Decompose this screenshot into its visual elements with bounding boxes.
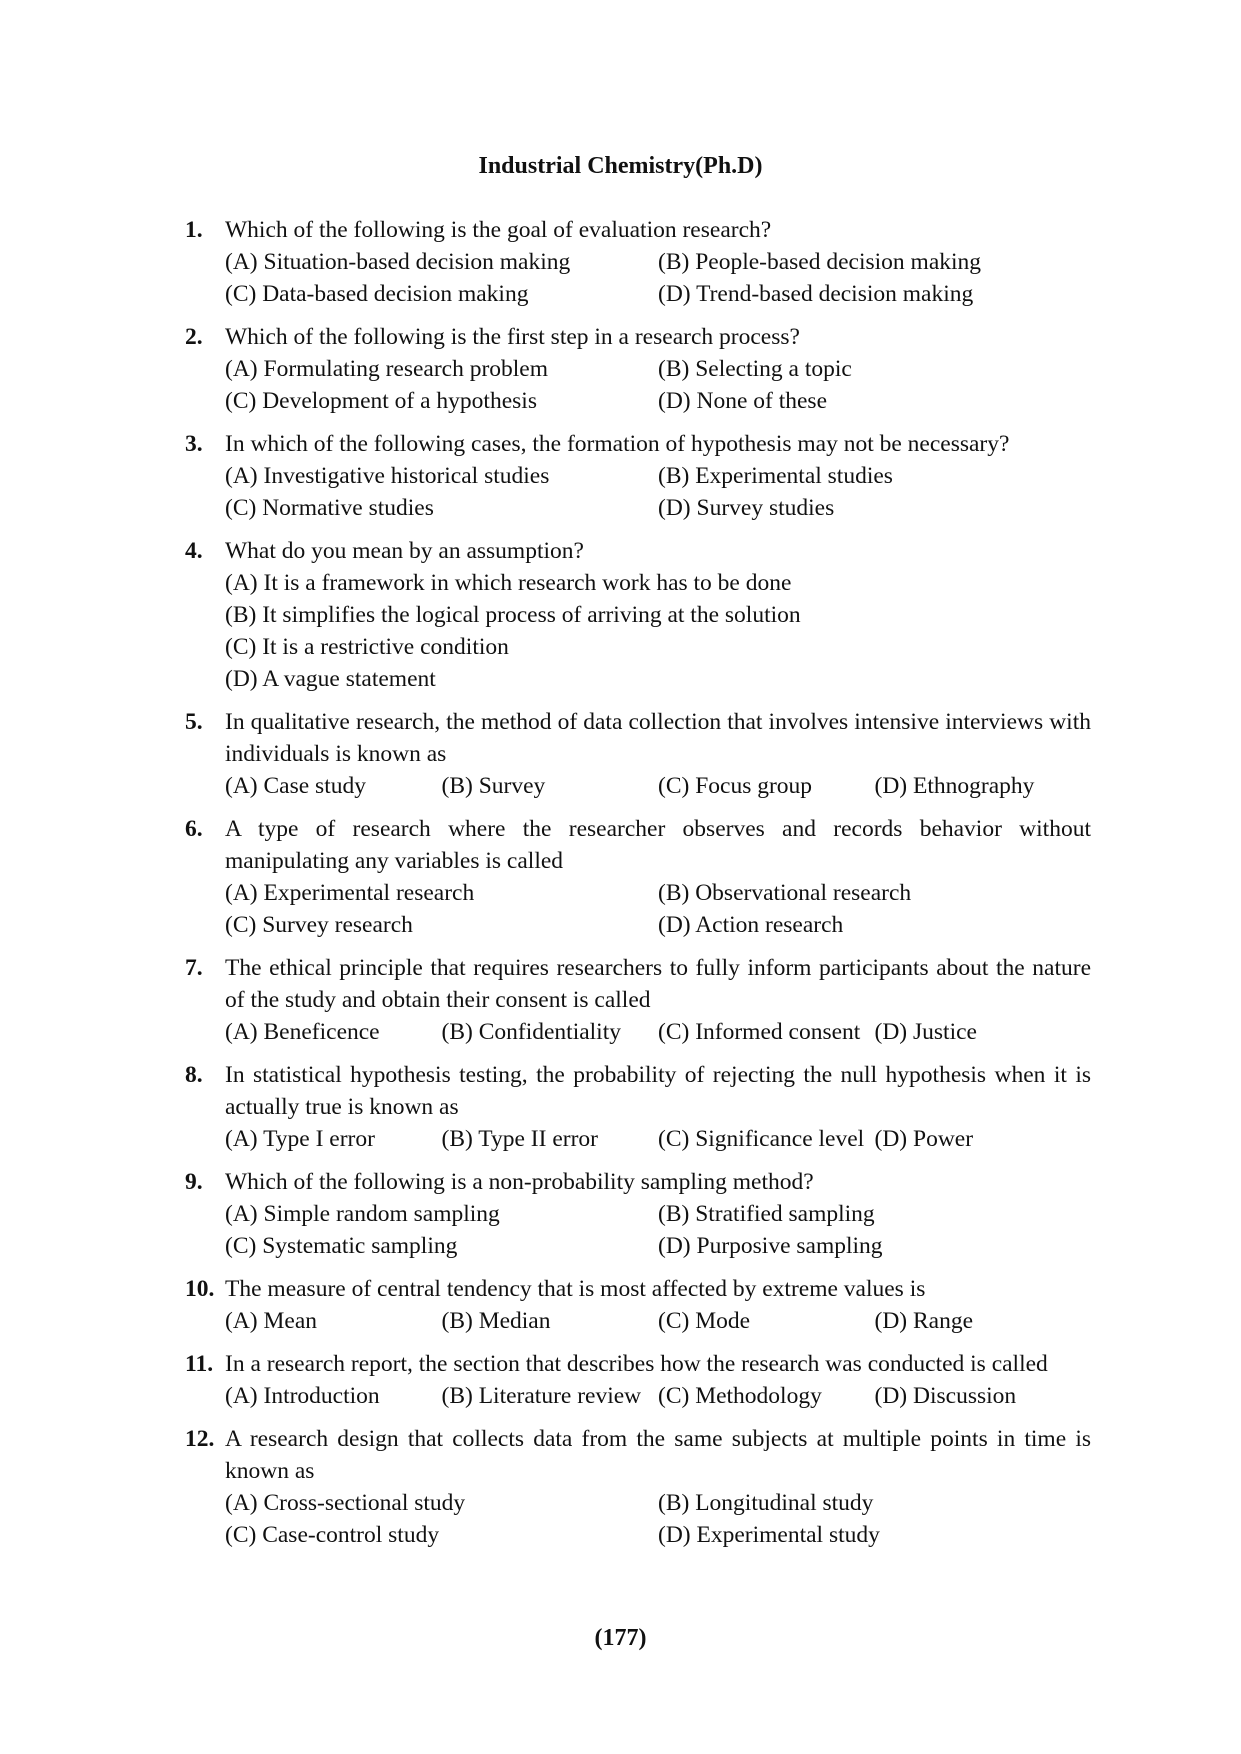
question-item (185, 952, 1091, 1048)
question-item (185, 321, 1091, 417)
answer-option: (D) Survey studies (658, 495, 835, 521)
option-group (225, 1123, 1091, 1155)
question-item (185, 1166, 1091, 1262)
answer-option: (D) Action research (658, 912, 844, 938)
answer-option: (A) Mean (225, 1308, 318, 1334)
answer-option: (B) Selecting a topic (658, 356, 852, 382)
answer-option: (D) None of these (658, 388, 828, 414)
question-number: 8. (185, 1062, 203, 1088)
question-list (185, 214, 1091, 1562)
question-text: The ethical principle that requires researchers to fully inform participants about the nature of the study and obtain their consent is called (225, 955, 1091, 1013)
answer-option: (B) Experimental studies (658, 463, 893, 489)
option-group (225, 1487, 1091, 1551)
answer-option: (A) Situation-based decision making (225, 249, 571, 275)
question-item (185, 214, 1091, 310)
question-number: 5. (185, 709, 203, 735)
question-text: Which of the following is the goal of evaluation research? (225, 217, 772, 243)
answer-option: (D) Experimental study (658, 1522, 880, 1548)
answer-option: (A) It is a framework in which research work has to be done (225, 570, 792, 596)
answer-option: (B) Stratified sampling (658, 1201, 875, 1227)
question-item (185, 428, 1091, 524)
option-group (225, 353, 1091, 417)
answer-option: (A) Formulating research problem (225, 356, 549, 382)
question-number: 1. (185, 217, 203, 243)
answer-option: (C) Development of a hypothesis (225, 388, 537, 414)
answer-option: (B) Confidentiality (441, 1019, 621, 1045)
answer-option: (C) Mode (658, 1308, 751, 1334)
question-text: In statistical hypothesis testing, the probability of rejecting the null hypothesis when it is actually true is known as (225, 1062, 1091, 1120)
option-group (225, 770, 1091, 802)
answer-option: (C) Methodology (658, 1383, 822, 1409)
answer-option: (B) People-based decision making (658, 249, 982, 275)
answer-option: (D) Discussion (874, 1383, 1017, 1409)
option-group (225, 1305, 1091, 1337)
answer-option: (B) Literature review (441, 1383, 642, 1409)
question-item (185, 813, 1091, 941)
answer-option: (A) Investigative historical studies (225, 463, 550, 489)
question-number: 3. (185, 431, 203, 457)
question-item (185, 535, 1091, 695)
question-number: 9. (185, 1169, 203, 1195)
question-item (185, 1059, 1091, 1155)
answer-option: (D) Justice (874, 1019, 977, 1045)
question-number: 11. (185, 1351, 214, 1377)
option-group (225, 460, 1091, 524)
answer-option: (D) Ethnography (874, 773, 1035, 799)
question-number: 12. (185, 1426, 215, 1452)
question-text: A research design that collects data from the same subjects at multiple points in time is known as (225, 1426, 1091, 1484)
question-text: What do you mean by an assumption? (225, 538, 584, 564)
question-text: A type of research where the researcher observes and records behavior without manipulating any variables is called (225, 816, 1091, 874)
answer-option: (B) Median (441, 1308, 551, 1334)
answer-option: (A) Beneficence (225, 1019, 380, 1045)
answer-option: (B) It simplifies the logical process of arriving at the solution (225, 602, 801, 628)
answer-option: (A) Case study (225, 773, 366, 799)
answer-option: (A) Cross-sectional study (225, 1490, 466, 1516)
answer-option: (A) Experimental research (225, 880, 475, 906)
question-text: The measure of central tendency that is most affected by extreme values is (225, 1276, 926, 1302)
answer-option: (C) Normative studies (225, 495, 434, 521)
option-group (225, 567, 1091, 695)
option-group (225, 877, 1091, 941)
answer-option: (C) Informed consent (658, 1019, 861, 1045)
option-group (225, 1016, 1091, 1048)
answer-option: (C) Case-control study (225, 1522, 440, 1548)
answer-option: (D) Power (874, 1126, 974, 1152)
answer-option: (B) Type II error (441, 1126, 598, 1152)
question-item (185, 1423, 1091, 1551)
answer-option: (D) Range (874, 1308, 974, 1334)
question-text: Which of the following is the first step in a research process? (225, 324, 800, 350)
answer-option: (C) Data-based decision making (225, 281, 529, 307)
answer-option: (C) Systematic sampling (225, 1233, 458, 1259)
answer-option: (C) It is a restrictive condition (225, 634, 509, 660)
answer-option: (C) Significance level (658, 1126, 865, 1152)
page-number: (177) (594, 1625, 647, 1651)
option-group (225, 1380, 1091, 1412)
option-group (225, 1198, 1091, 1262)
answer-option: (A) Introduction (225, 1383, 380, 1409)
answer-option: (B) Observational research (658, 880, 912, 906)
answer-option: (B) Longitudinal study (658, 1490, 874, 1516)
question-text: In a research report, the section that describes how the research was conducted is called (225, 1351, 1048, 1377)
question-item (185, 706, 1091, 802)
question-number: 10. (185, 1276, 215, 1302)
question-item (185, 1273, 1091, 1337)
question-item (185, 1348, 1091, 1412)
answer-option: (D) Purposive sampling (658, 1233, 883, 1259)
answer-option: (A) Simple random sampling (225, 1201, 500, 1227)
answer-option: (D) Trend-based decision making (658, 281, 974, 307)
question-text: Which of the following is a non-probability sampling method? (225, 1169, 814, 1195)
answer-option: (B) Survey (441, 773, 546, 799)
question-text: In which of the following cases, the formation of hypothesis may not be necessary? (225, 431, 1010, 457)
question-number: 6. (185, 816, 203, 842)
page-title: Industrial Chemistry(Ph.D) (478, 153, 763, 179)
option-group (225, 246, 1091, 310)
answer-option: (C) Focus group (658, 773, 813, 799)
question-number: 2. (185, 324, 203, 350)
answer-option: (C) Survey research (225, 912, 413, 938)
question-number: 7. (185, 955, 203, 981)
answer-option: (A) Type I error (225, 1126, 375, 1152)
question-text: In qualitative research, the method of data collection that involves intensive interviews with individuals is known as (225, 709, 1091, 767)
question-number: 4. (185, 538, 203, 564)
answer-option: (D) A vague statement (225, 666, 436, 692)
